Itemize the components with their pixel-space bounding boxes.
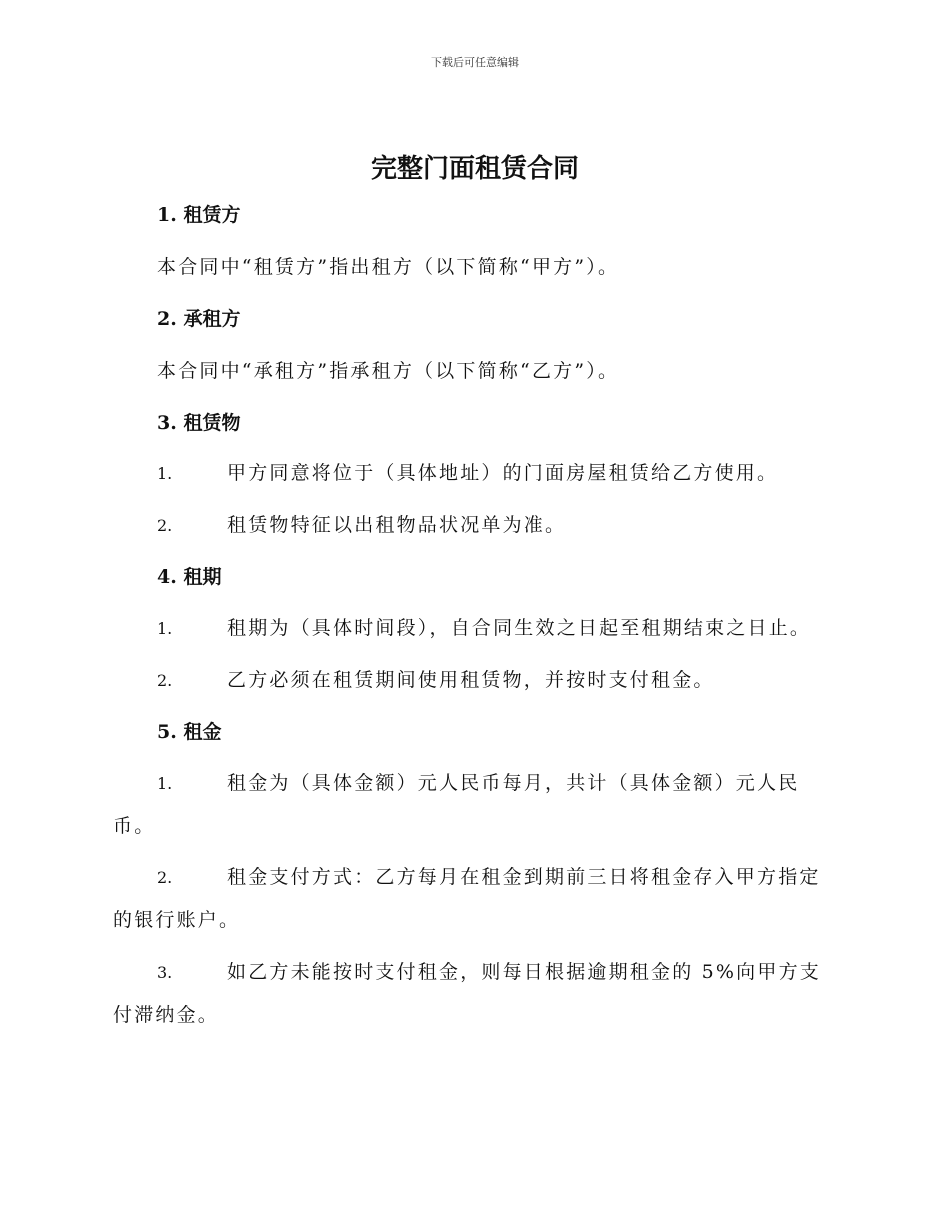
list-item-number: 2. xyxy=(157,516,173,535)
section-text: 本合同中“承租方”指承租方（以下简称“乙方”）。 xyxy=(157,360,620,382)
list-item xyxy=(157,458,778,485)
list-item-text: 如乙方未能按时支付租金，则每日根据逾期租金的 5%向甲方支 xyxy=(227,961,821,983)
section-heading: 4. 租期 xyxy=(157,566,222,588)
list-item-number: 1. xyxy=(157,464,173,483)
list-item xyxy=(157,510,566,537)
list-item-continuation: 的银行账户。 xyxy=(113,909,241,931)
list-item-continuation: 币。 xyxy=(113,815,156,837)
list-item-number: 3. xyxy=(157,963,173,982)
list-item-number: 2. xyxy=(157,671,173,690)
section-heading: 3. 租赁物 xyxy=(157,412,241,434)
list-item xyxy=(157,768,799,795)
list-item-number: 1. xyxy=(157,619,173,638)
list-item-continuation: 付滞纳金。 xyxy=(113,1004,220,1026)
list-item-text: 租金支付方式：乙方每月在租金到期前三日将租金存入甲方指定 xyxy=(227,866,821,888)
list-item-text: 租金为（具体金额）元人民币每月，共计（具体金额）元人民 xyxy=(227,772,800,794)
section-text: 本合同中“租赁方”指出租方（以下简称“甲方”）。 xyxy=(157,256,620,278)
list-item xyxy=(157,862,821,889)
list-item-text: 租赁物特征以出租物品状况单为准。 xyxy=(227,514,567,536)
list-item xyxy=(157,613,811,640)
list-item-text: 乙方必须在租赁期间使用租赁物，并按时支付租金。 xyxy=(227,669,715,691)
list-item xyxy=(157,665,715,692)
section-heading: 5. 租金 xyxy=(157,721,222,743)
document-title: 完整门面租赁合同 xyxy=(370,154,579,184)
list-item-number: 2. xyxy=(157,868,173,887)
list-item-text: 甲方同意将位于（具体地址）的门面房屋租赁给乙方使用。 xyxy=(227,462,779,484)
list-item-text: 租期为（具体时间段），自合同生效之日起至租期结束之日止。 xyxy=(227,617,812,639)
list-item xyxy=(157,957,821,984)
section-heading: 2. 承租方 xyxy=(157,308,241,330)
list-item-number: 1. xyxy=(157,774,173,793)
section-heading: 1. 租赁方 xyxy=(157,204,241,226)
page-header: 下载后可任意编辑 xyxy=(431,56,519,69)
